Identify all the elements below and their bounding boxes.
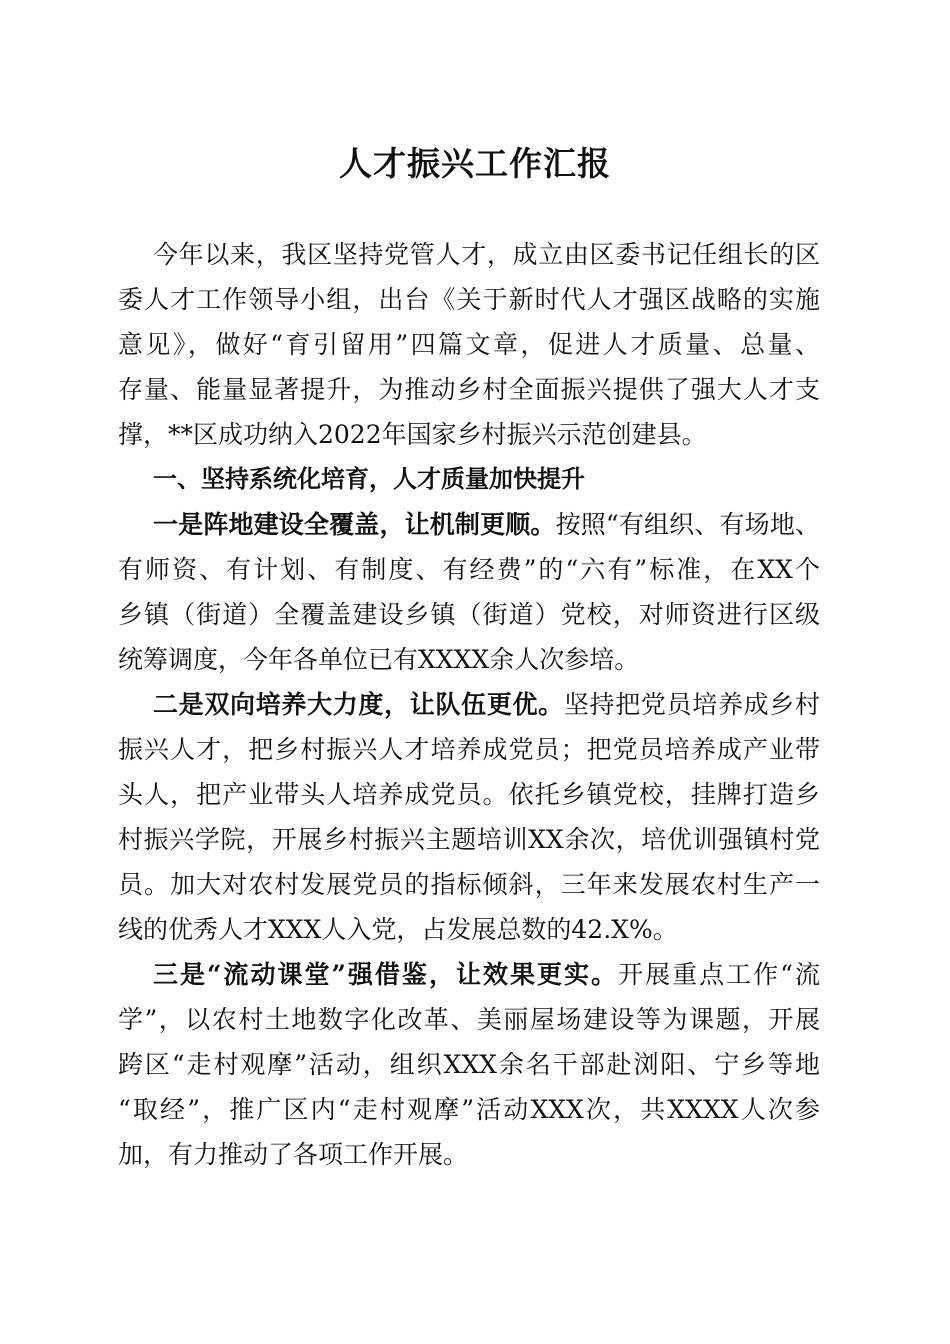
text-line: 意见》，做好“育引留用”四篇文章，促进人才质量、总量、 <box>118 330 820 359</box>
text-line: 跨区“走村观摩”活动，组织XXX余名干部赴浏阳、宁乡等地 <box>118 1050 820 1079</box>
paragraph-lead: 二是双向培养大力度，让队伍更优。 <box>153 690 564 719</box>
text-line: 有师资、有计划、有制度、有经费”的“六有”标准，在XX个 <box>118 555 820 584</box>
text-line: 存量、能量显著提升，为推动乡村全面振兴提供了强大人才支 <box>118 375 820 404</box>
text-line <box>118 952 820 997</box>
intro-paragraph <box>118 232 820 457</box>
text-line: 撑，**区成功纳入2022年国家乡村振兴示范创建县。 <box>118 420 707 449</box>
text-line: 今年以来，我区坚持党管人才，成立由区委书记任组长的区 <box>153 240 820 269</box>
text-line <box>118 682 820 727</box>
document-body <box>118 232 820 1177</box>
paragraph-item-1 <box>118 502 820 682</box>
text-line: 委人才工作领导小组，出台《关于新时代人才强区战略的实施 <box>118 285 820 314</box>
section-heading: 一、坚持系统化培育，人才质量加快提升 <box>153 465 585 493</box>
paragraph-item-2 <box>118 682 820 952</box>
text-line: 统筹调度，今年各单位已有XXXX余人次参培。 <box>118 645 640 674</box>
text-line: 村振兴学院，开展乡村振兴主题培训XX余次，培优训强镇村党 <box>118 825 820 854</box>
text-line: 头人，把产业带头人培养成党员。依托乡镇党校，挂牌打造乡 <box>118 780 820 809</box>
paragraph-item-3 <box>118 952 820 1177</box>
text-line: 振兴人才，把乡村振兴人才培养成党员；把党员培养成产业带 <box>118 735 820 764</box>
text-line: 线的优秀人才XXX人入党，占发展总数的42.X%。 <box>118 915 678 944</box>
document-title: 人才振兴工作汇报 <box>339 144 611 183</box>
text-segment: 坚持把党员培养成乡村 <box>563 690 820 719</box>
text-line: 学”，以农村土地数字化改革、美丽屋场建设等为课题，开展 <box>118 1005 820 1034</box>
text-line: 乡镇（街道）全覆盖建设乡镇（街道）党校，对师资进行区级 <box>118 600 820 629</box>
text-line: 员。加大对农村发展党员的指标倾斜，三年来发展农村生产一 <box>118 870 820 899</box>
paragraph-lead: 三是“流动课堂”强借鉴，让效果更实。 <box>153 960 619 989</box>
text-segment: 按照“有组织、有场地、 <box>555 510 820 539</box>
text-line: 加，有力推动了各项工作开展。 <box>118 1140 469 1169</box>
text-line <box>118 502 820 547</box>
paragraph-lead: 一是阵地建设全覆盖，让机制更顺。 <box>153 510 556 539</box>
text-line: “取经”，推广区内“走村观摩”活动XXX次，共XXXX人次参 <box>118 1095 820 1124</box>
text-segment: 开展重点工作“流 <box>618 960 820 989</box>
